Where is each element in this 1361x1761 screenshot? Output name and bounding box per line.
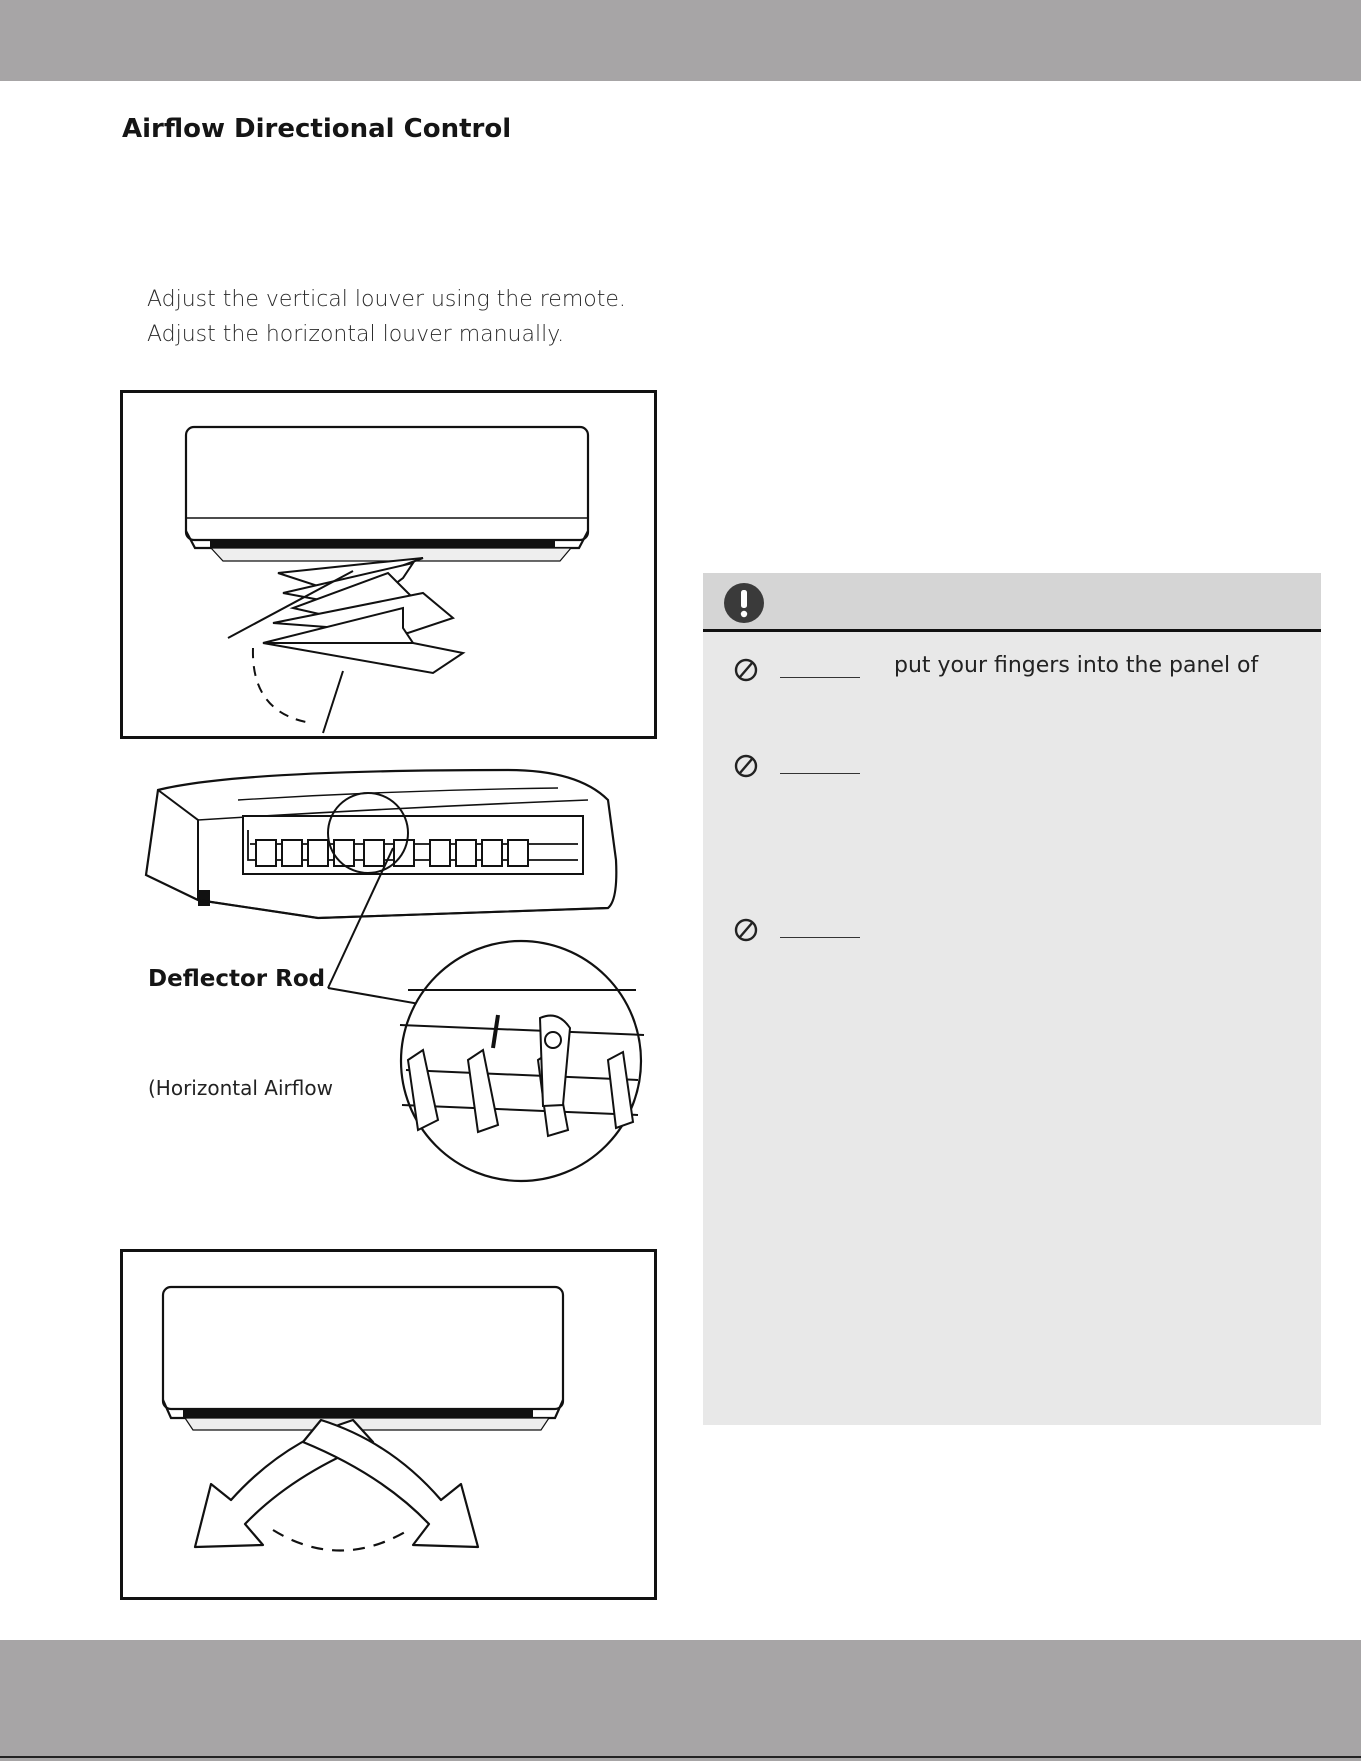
horizontal-louver-drawing [123,1252,654,1597]
caution-panel [703,573,1321,1425]
horizontal-louver-figure [120,1249,657,1600]
vertical-louver-drawing [123,393,654,736]
prohibition-icon [733,917,759,943]
caution-item-text: put your fingers into the panel of [894,653,1259,678]
caution-header [703,573,1321,632]
top-banner [0,0,1361,81]
exclamation-icon [723,582,765,624]
caution-blank [780,773,860,774]
intro-line-vertical-louver: Adjust the vertical louver using the remote. [147,287,626,312]
caution-blank [780,937,860,938]
intro-line-horizontal-louver: Adjust the horizontal louver manually. [147,322,565,347]
bottom-banner [0,1640,1361,1761]
bottom-rule [0,1756,1361,1758]
caution-blank [780,677,860,678]
prohibition-icon [733,657,759,683]
vertical-louver-figure [120,390,657,739]
prohibition-icon [733,753,759,779]
horizontal-airflow-label: (Horizontal Airflow [148,1076,333,1100]
deflector-rod-label: Deflector Rod [148,966,326,992]
section-title: Airflow Directional Control [122,114,512,144]
